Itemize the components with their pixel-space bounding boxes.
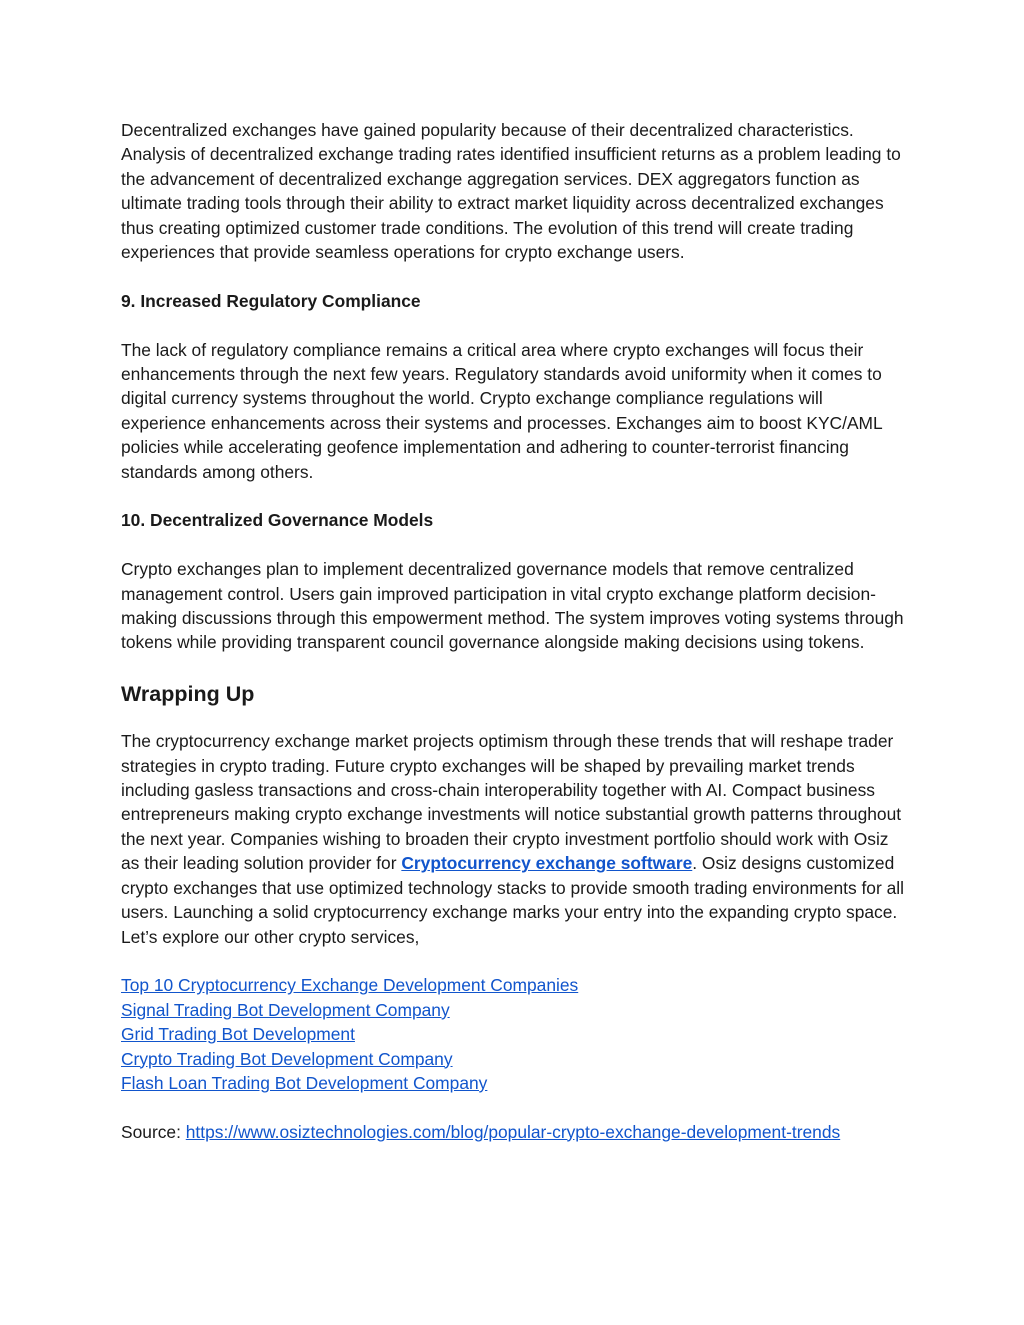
wrapup-paragraph: [121, 729, 911, 949]
intro-paragraph: Decentralized exchanges have gained popularity because of their decentralized characteristics. Analysis of decentralized exchange trading rates identified insufficient returns as a problem leading to the advancement of decentralized exchange aggregation services. DEX aggregators function as ultimate trading tools through their ability to extract market liquidity across decentralized exchanges thus creating optimized customer trade conditions. The evolution of this trend will create trading experiences that provide seamless operations for crypto exchange users.: [121, 120, 901, 263]
link-grid-trading-bot-development[interactable]: Grid Trading Bot Development: [121, 1024, 355, 1045]
source-url-link[interactable]: https://www.osiztechnologies.com/blog/popular-crypto-exchange-development-trends: [185, 1121, 841, 1142]
link-crypto-trading-bot-development[interactable]: Crypto Trading Bot Development Company: [121, 1048, 453, 1069]
wrapup-text-after-link: . Osiz designs customized crypto exchanges that use optimized technology stacks to provide smooth trading environments for all users. Launching a solid cryptocurrency exchange marks your entry into the expanding crypto space. Let’s explore our other crypto services,: [121, 853, 904, 947]
source-label: Source:: [121, 1121, 186, 1142]
governance-paragraph: Crypto exchanges plan to implement decentralized governance models that remove centralized management control. Users gain improved participation in vital crypto exchange platform decision-making discussions through this empowerment method. The system improves voting systems through tokens while providing transparent council governance alongside making decisions using tokens.: [121, 559, 904, 653]
link-signal-trading-bot-development[interactable]: Signal Trading Bot Development Company: [121, 999, 450, 1020]
related-links-list: [121, 973, 911, 1095]
section-heading-regulatory-compliance: 9. Increased Regulatory Compliance: [121, 290, 421, 311]
link-top-10-exchange-development-companies[interactable]: Top 10 Cryptocurrency Exchange Development Companies: [121, 975, 579, 996]
document-page: [121, 118, 911, 1144]
regulatory-paragraph: The lack of regulatory compliance remains a critical area where crypto exchanges will focus their enhancements through the next few years. Regulatory standards avoid uniformity when it comes to digital currency systems throughout the world. Crypto exchange compliance regulations will experience enhancements across their systems and processes. Exchanges aim to boost KYC/AML policies while accelerating geofence implementation and adhering to counter-terrorist financing standards among others.: [121, 339, 883, 482]
source-line: [121, 1120, 911, 1144]
wrapping-up-heading: Wrapping Up: [121, 682, 255, 707]
link-flash-loan-trading-bot-development[interactable]: Flash Loan Trading Bot Development Company: [121, 1072, 488, 1093]
cryptocurrency-exchange-software-link[interactable]: Cryptocurrency exchange software: [401, 853, 693, 874]
section-heading-governance-models: 10. Decentralized Governance Models: [121, 510, 434, 531]
wrapup-text-before-link: The cryptocurrency exchange market projects optimism through these trends that will reshape trader strategies in crypto trading. Future crypto exchanges will be shaped by prevailing market trends including gasless transactions and cross-chain interoperability together with AI. Compact business entrepreneurs making crypto exchange investments will notice substantial growth patterns throughout the next year. Companies wishing to broaden their crypto investment portfolio should work with Osiz as their leading solution provider for: [121, 731, 902, 874]
